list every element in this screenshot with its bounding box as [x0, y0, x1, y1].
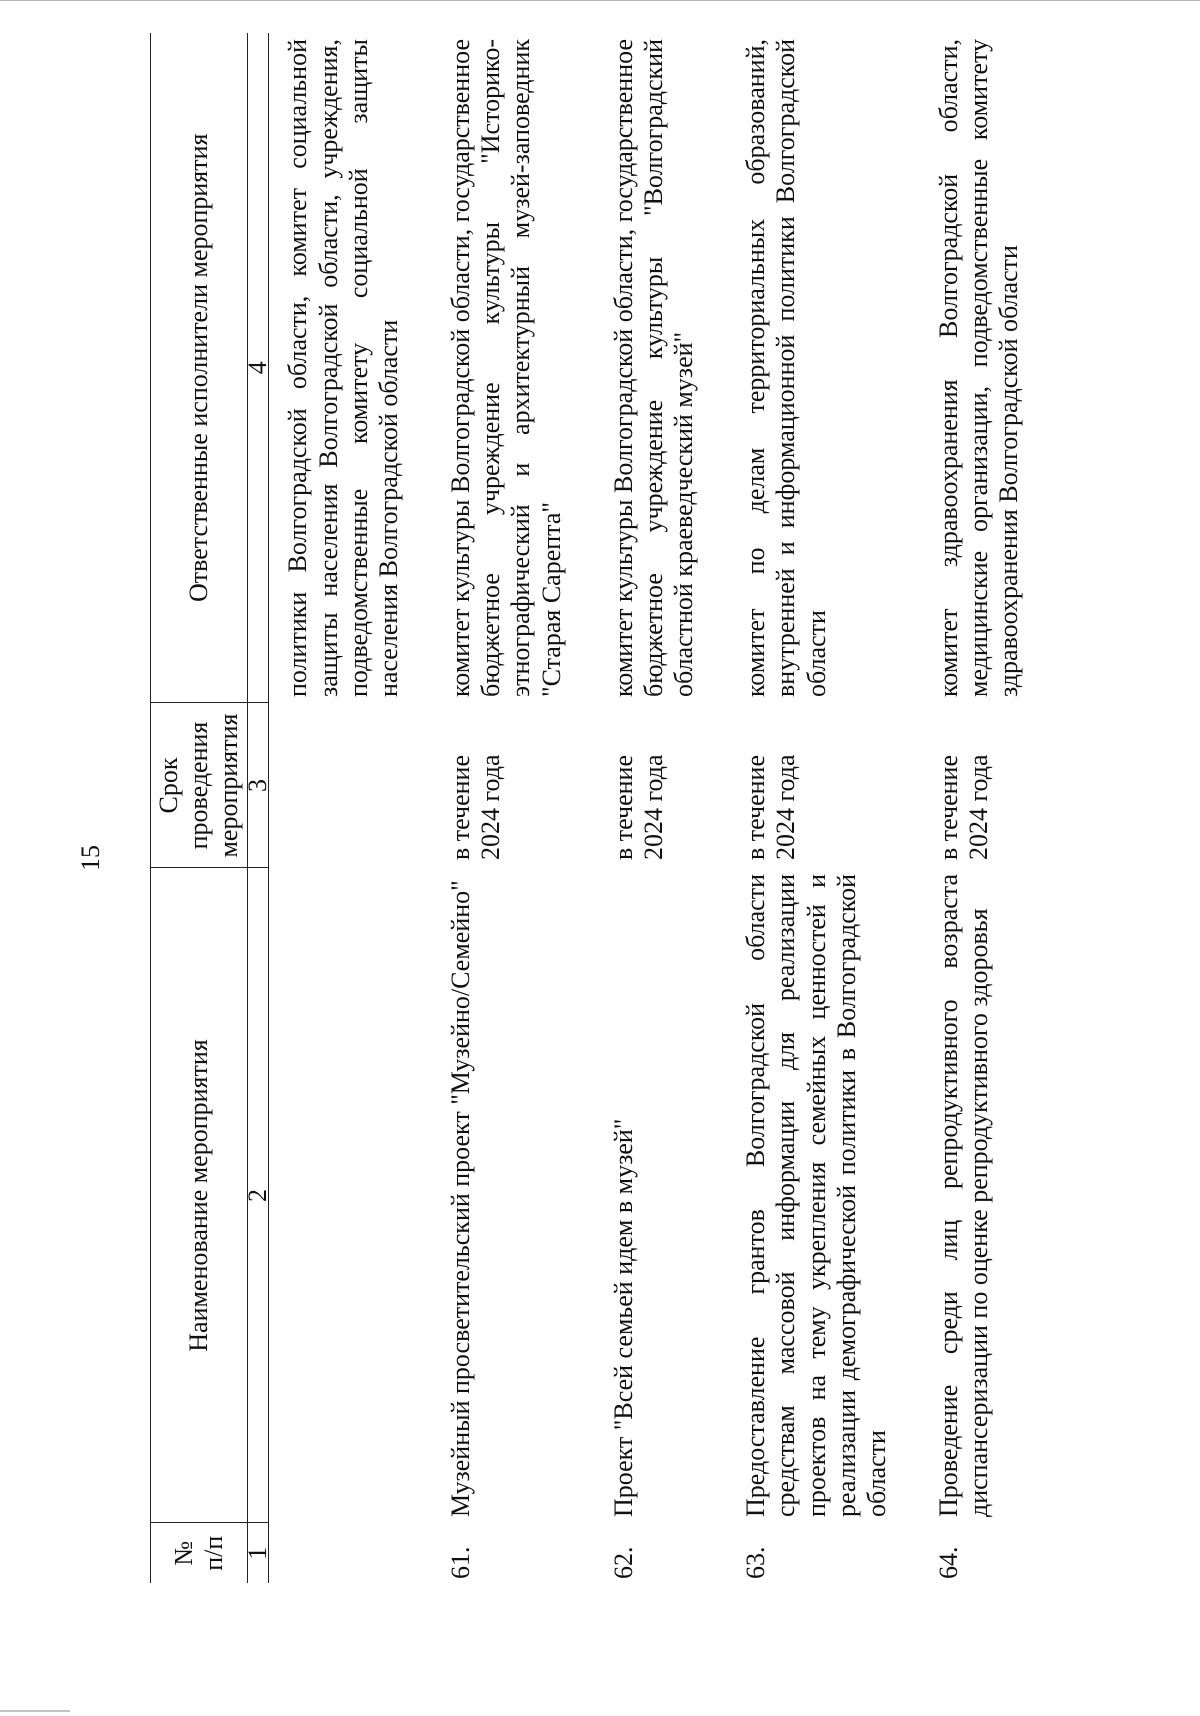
row-event-name — [269, 868, 404, 1523]
row-number: 62. — [608, 1546, 638, 1579]
row-event-name: Проведение среди лиц репродуктивного возраста диспансеризации по оценке репродуктивного здоровья — [933, 874, 994, 1517]
row-responsible: комитет культуры Волгоградской области, государственное бюджетное учреждение культуры "Волгоградский областной краеведческий музей" — [608, 39, 699, 697]
column-number-row — [248, 33, 269, 1583]
header-event-name: Наименование мероприятия — [151, 868, 248, 1523]
row-responsible: комитет здравоохранения Волгоградской области, медицинские организации, подведомственные комитету здравоохранения Волгоградской области — [933, 39, 1024, 697]
continuation-row — [269, 33, 404, 1583]
table-header-row — [151, 33, 248, 1583]
table-row — [699, 33, 892, 1583]
column-number: 2 — [248, 868, 269, 1523]
row-responsible: комитет по делам территориальных образований, внутренней и информационной политики Волгоградской области — [741, 39, 831, 697]
table-row — [404, 33, 567, 1583]
column-number: 3 — [248, 703, 269, 868]
row-number: 64. — [933, 1546, 963, 1579]
row-number — [269, 1523, 404, 1583]
row-term: в течение 2024 года — [446, 754, 506, 860]
row-responsible: комитет культуры Волгоградской области, государственное бюджетное учреждение культуры "Историко-этнографический и архитектурный музей-заповедник "Старая Сарепта" — [446, 39, 566, 697]
header-responsible: Ответственные исполнители мероприятия — [151, 33, 248, 703]
column-number: 1 — [248, 1523, 269, 1583]
row-event-name: Предоставление грантов Волгоградской области средствам массовой информации для реализации проектов на тему укрепления семейных ценностей и реализации демографической политики в Волгоградской области — [741, 874, 891, 1517]
row-event-name: Проект "Всей семьей идем в музей" — [608, 1118, 638, 1517]
row-term: в течение 2024 года — [933, 754, 994, 860]
row-term: в течение 2024 года — [608, 754, 668, 860]
header-number: № п/п — [151, 1523, 248, 1583]
row-number: 63. — [741, 1546, 771, 1579]
table-row — [567, 33, 699, 1583]
row-responsible: политики Волгоградской области, комитет социальной защиты населения Волгоградской области, учреждения, подведомственные комитету социальной защиты населения Волгоградской области — [283, 39, 403, 697]
row-term: в течение 2024 года — [741, 754, 801, 860]
column-number: 4 — [248, 33, 269, 703]
row-number: 61. — [446, 1546, 476, 1579]
row-event-name: Музейный просветительский проект "Музейно/Семейно" — [446, 880, 476, 1517]
page-number: 15 — [76, 845, 105, 871]
row-term — [269, 703, 404, 868]
table-row — [892, 33, 1024, 1583]
events-table — [150, 33, 1024, 1583]
header-term: Срок проведения мероприятия — [151, 703, 248, 868]
